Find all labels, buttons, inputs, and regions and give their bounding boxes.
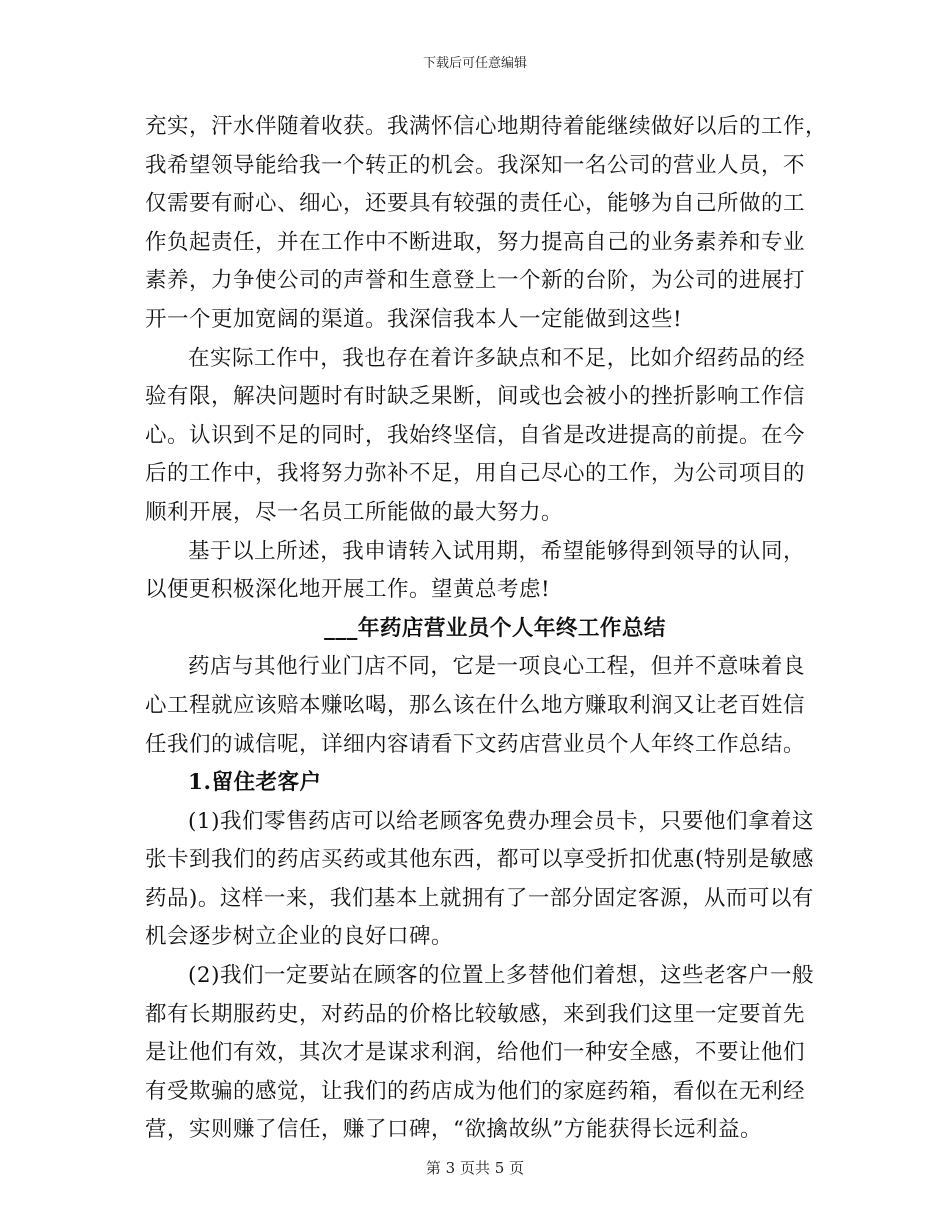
paragraph-line: 任我们的诚信呢，详细内容请看下文药店营业员个人年终工作总结。: [145, 731, 806, 757]
section-title: ___年药店营业员个人年终工作总结: [324, 615, 666, 641]
paragraph-line: 心。认识到不足的同时，我始终坚信，自省是改进提高的前提。在今: [145, 422, 806, 448]
paragraph-line: 仅需要有耐心、细心，还要具有较强的责任心，能够为自己所做的工: [145, 191, 806, 217]
document-body: [145, 108, 828, 1150]
paragraph-line: 作负起责任，并在工作中不断进取，努力提高自己的业务素养和专业: [145, 229, 806, 255]
paragraph-line: 有受欺骗的感觉，让我们的药店成为他们的家庭药箱，看似在无利经: [145, 1078, 806, 1104]
paragraph-line: 素养，力争使公司的声誉和生意登上一个新的台阶，为公司的进展打: [145, 268, 806, 294]
paragraph-line: 是让他们有效，其次才是谋求利润，给他们一种安全感，不要让他们: [145, 1040, 806, 1066]
paragraph-line: 都有长期服药史，对药品的价格比较敏感，来到我们这里一定要首先: [145, 1001, 806, 1027]
paragraph-line: 药品)。这样一来，我们基本上就拥有了一部分固定客源，从而可以有: [145, 885, 814, 911]
paragraph-line: 后的工作中，我将努力弥补不足，用自己尽心的工作，为公司项目的: [145, 461, 806, 487]
paragraph-line: (1)我们零售药店可以给老顾客免费办理会员卡，只要他们拿着这: [188, 808, 814, 834]
page-footer: 第 3 页共 5 页: [425, 1159, 525, 1177]
paragraph-line: (2)我们一定要站在顾客的位置上多替他们着想，这些老客户一般: [188, 963, 814, 989]
paragraph-line: 机会逐步树立企业的良好口碑。: [145, 924, 454, 950]
paragraph-line: 以便更积极深化地开展工作。望黄总考虑!: [145, 577, 551, 603]
paragraph-line: 充实，汗水伴随着收获。我满怀信心地期待着能继续做好以后的工作，: [145, 114, 828, 139]
paragraph-line: 营，实则赚了信任，赚了口碑，“欲擒故纵”方能获得长远利益。: [145, 1117, 762, 1143]
paragraph-line: 验有限，解决问题时有时缺乏果断，间或也会被小的挫折影响工作信: [145, 384, 806, 410]
paragraph-line: 顺利开展，尽一名员工所能做的最大努力。: [145, 499, 564, 525]
paragraph-line: 张卡到我们的药店买药或其他东西，都可以享受折扣优惠(特别是敏感: [145, 847, 814, 873]
paragraph-line: 基于以上所述，我申请转入试用期，希望能够得到领导的认同，: [188, 538, 805, 564]
paragraph-line: 我希望领导能给我一个转正的机会。我深知一名公司的营业人员，不: [145, 152, 806, 178]
subheading: 1.留住老客户: [188, 770, 322, 796]
page-header: 下载后可任意编辑: [422, 56, 527, 71]
paragraph-line: 开一个更加宽阔的渠道。我深信我本人一定能做到这些!: [145, 306, 683, 332]
paragraph-line: 药店与其他行业门店不同，它是一项良心工程，但并不意味着良: [188, 654, 805, 680]
paragraph-line: 心工程就应该赔本赚吆喝，那么该在什么地方赚取利润又让老百姓信: [145, 692, 806, 718]
paragraph-line: 在实际工作中，我也存在着许多缺点和不足，比如介绍药品的经: [188, 345, 805, 371]
